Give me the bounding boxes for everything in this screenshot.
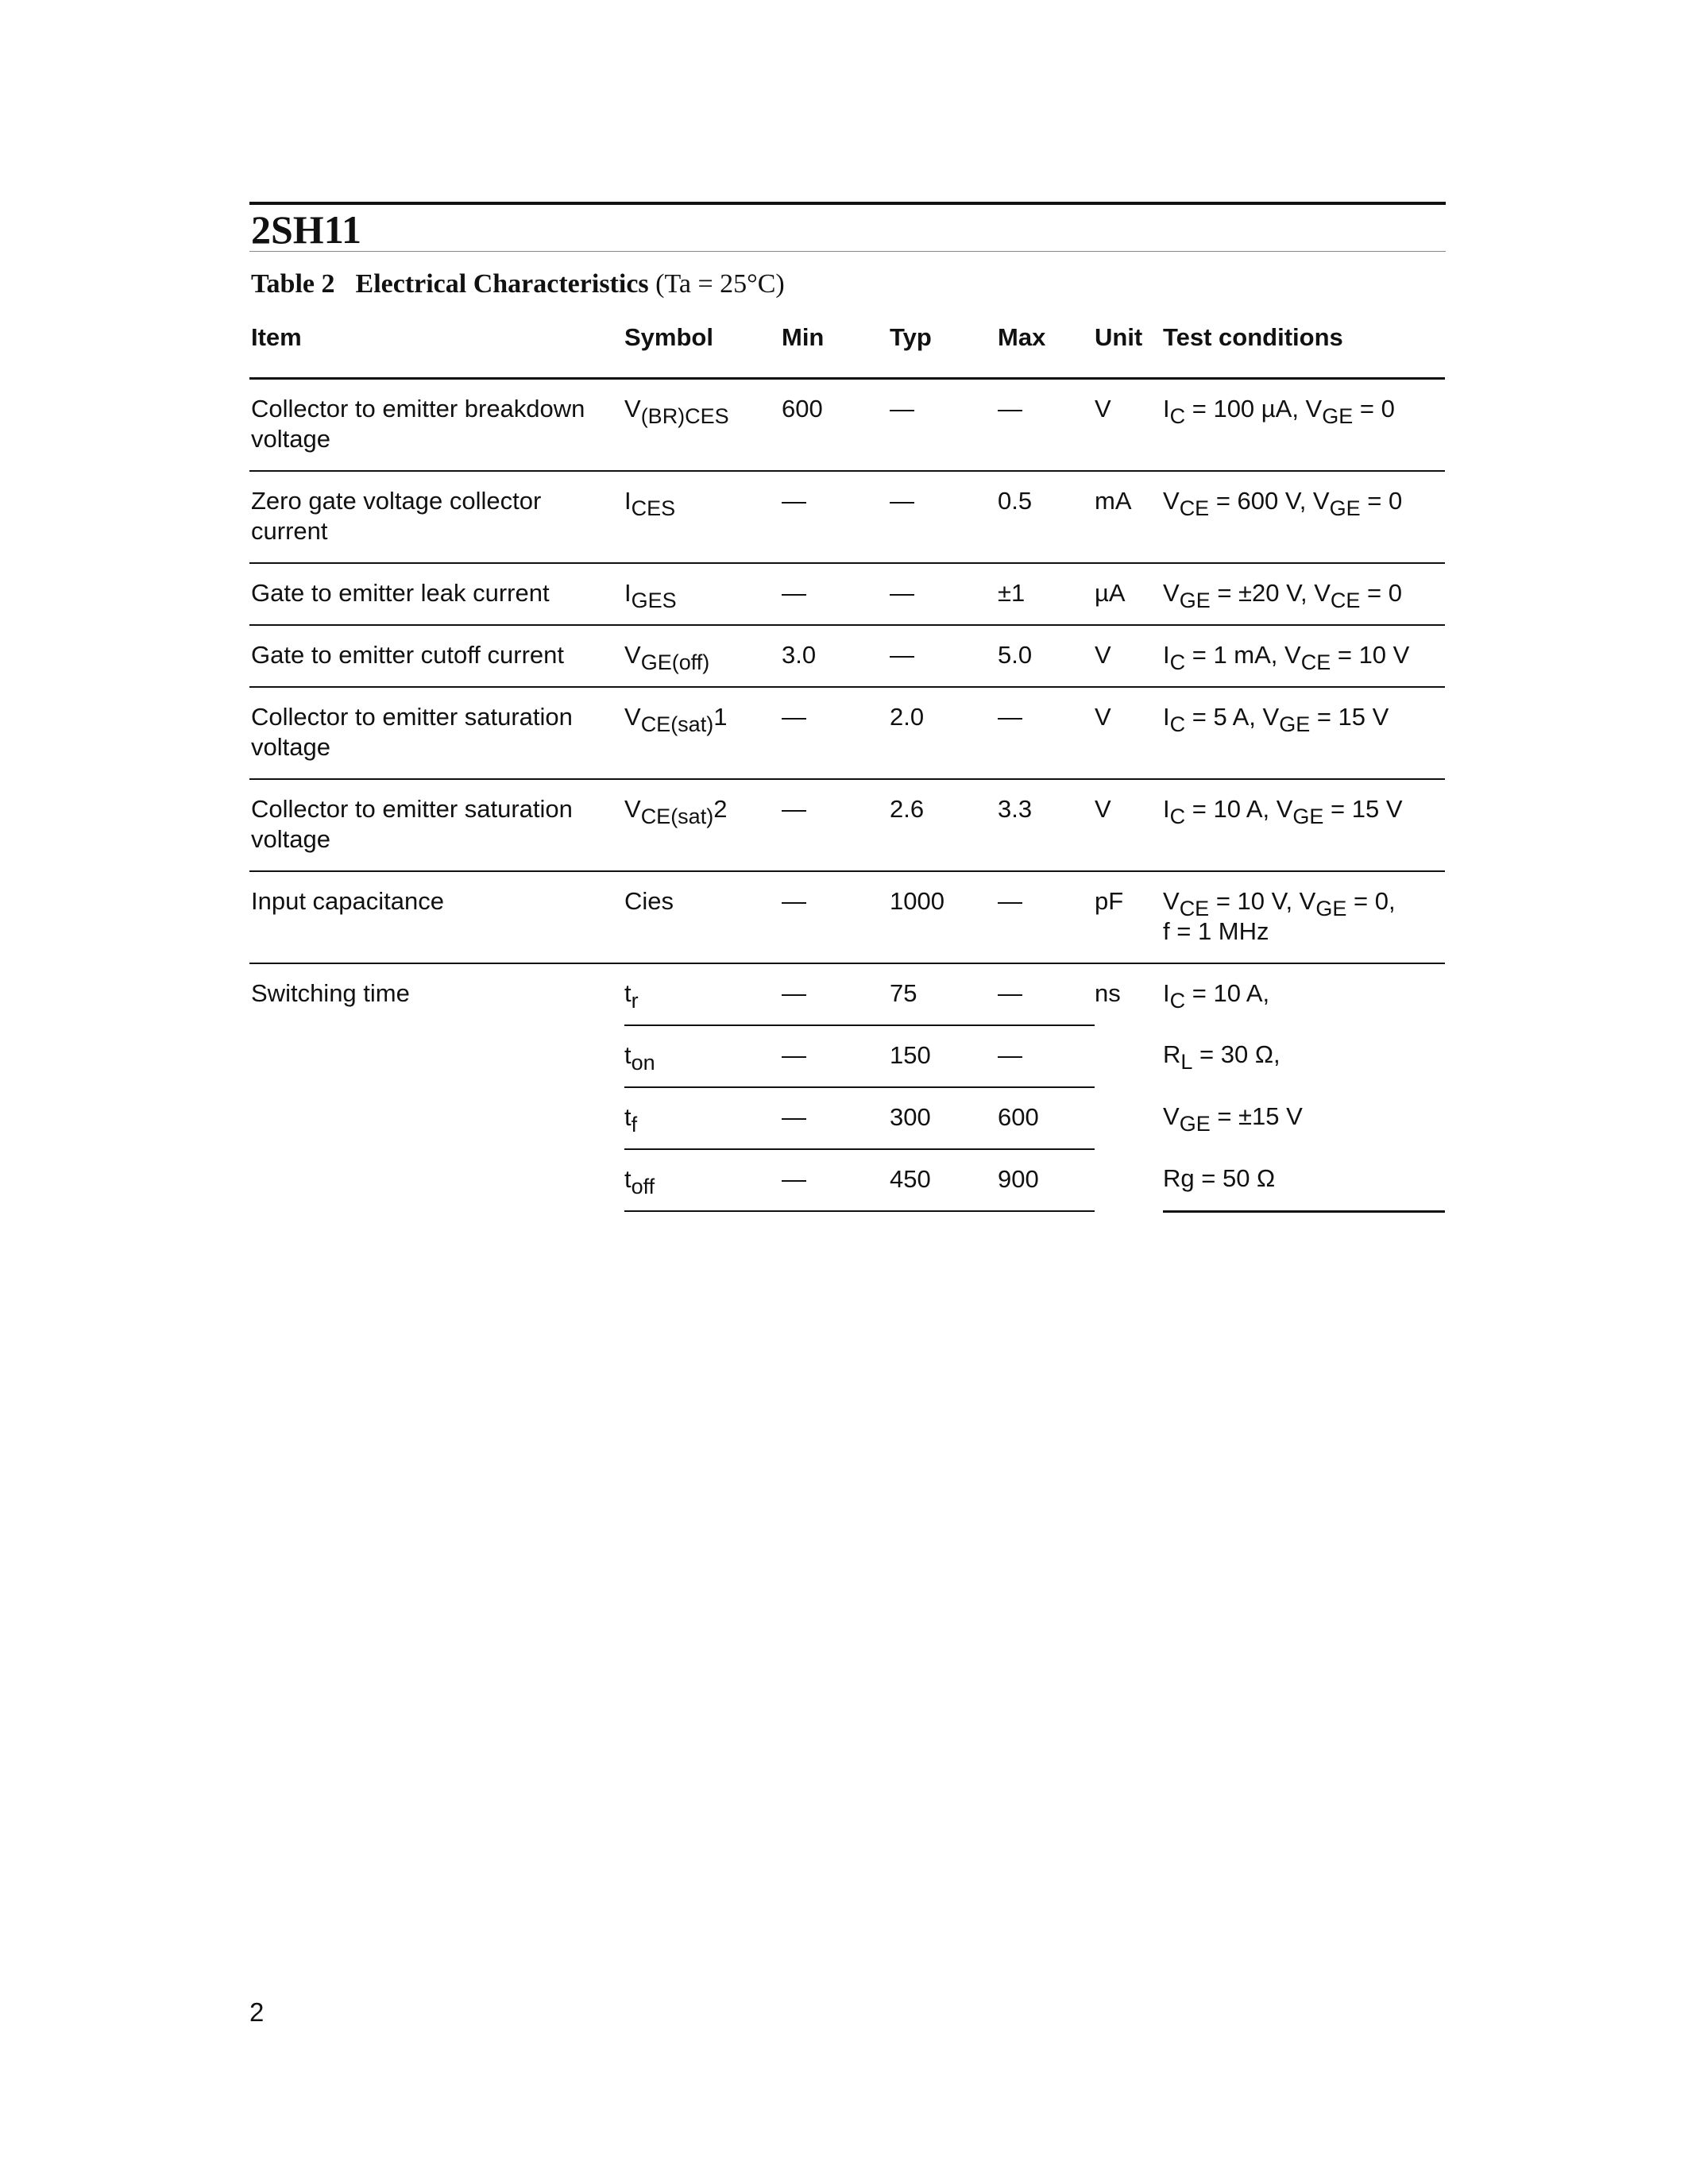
symbol-subscript: GE(off) xyxy=(640,650,710,674)
symbol-subscript: GES xyxy=(631,588,677,612)
max-cell: 900 xyxy=(998,1149,1095,1211)
max-cell: — xyxy=(998,1025,1095,1087)
table-header-row xyxy=(249,323,1445,379)
condition-text: f = 1 MHz xyxy=(1163,917,1269,945)
typ-cell: 1000 xyxy=(890,871,998,963)
min-cell: — xyxy=(782,1025,890,1087)
symbol-base: Cies xyxy=(624,887,674,915)
symbol-cell xyxy=(624,779,782,871)
table-row xyxy=(249,471,1445,563)
unit-cell: V xyxy=(1095,379,1163,472)
symbol-base: t xyxy=(624,1103,632,1131)
min-cell: — xyxy=(782,471,890,563)
min-cell: — xyxy=(782,1087,890,1149)
condition-text: = 600 V, V xyxy=(1209,487,1330,515)
condition-subscript: C xyxy=(1169,404,1186,428)
table-row xyxy=(249,871,1445,963)
condition-text: I xyxy=(1163,795,1170,823)
condition-subscript: C xyxy=(1169,650,1186,674)
symbol-base: I xyxy=(624,579,632,607)
symbol-base: t xyxy=(624,1165,632,1193)
symbol-subscript: f xyxy=(631,1113,638,1136)
symbol-cell xyxy=(624,1149,782,1211)
symbol-suffix: 2 xyxy=(713,795,728,823)
typ-cell: — xyxy=(890,625,998,687)
unit-cell: V xyxy=(1095,779,1163,871)
table-condition: (Ta = 25°C) xyxy=(655,269,785,299)
condition-text: = 100 µA, V xyxy=(1185,395,1323,423)
switching-row xyxy=(249,963,1445,1025)
condition-subscript: CE xyxy=(1300,650,1331,674)
conditions-cell xyxy=(1163,1149,1445,1211)
symbol-base: V xyxy=(624,395,641,423)
min-cell: — xyxy=(782,963,890,1025)
item-cell: Collector to emitter saturation voltage xyxy=(249,687,624,779)
condition-subscript: C xyxy=(1169,712,1186,736)
symbol-cell xyxy=(624,379,782,472)
header-test-conditions: Test conditions xyxy=(1163,323,1445,379)
condition-text: V xyxy=(1163,579,1180,607)
condition-subscript: CE xyxy=(1179,897,1210,920)
table-row xyxy=(249,563,1445,625)
table-row xyxy=(249,379,1445,472)
max-cell: 0.5 xyxy=(998,471,1095,563)
symbol-base: V xyxy=(624,795,641,823)
min-cell: 600 xyxy=(782,379,890,472)
condition-text: = 30 Ω, xyxy=(1192,1040,1280,1068)
condition-text: V xyxy=(1163,887,1180,915)
symbol-cell xyxy=(624,687,782,779)
symbol-base: V xyxy=(624,641,641,669)
condition-text: = 0, xyxy=(1346,887,1396,915)
symbol-cell xyxy=(624,563,782,625)
typ-cell: — xyxy=(890,471,998,563)
table-caption xyxy=(249,269,1446,299)
symbol-cell xyxy=(624,625,782,687)
typ-cell: 75 xyxy=(890,963,998,1025)
symbol-cell xyxy=(624,963,782,1025)
unit-cell: pF xyxy=(1095,871,1163,963)
max-cell: — xyxy=(998,687,1095,779)
condition-text: = 15 V xyxy=(1323,795,1403,823)
condition-subscript: CE xyxy=(1330,588,1361,612)
condition-subscript: C xyxy=(1169,805,1186,828)
typ-cell: 150 xyxy=(890,1025,998,1087)
header-item: Item xyxy=(249,323,624,379)
max-cell: 3.3 xyxy=(998,779,1095,871)
condition-text: I xyxy=(1163,979,1170,1007)
min-cell: — xyxy=(782,871,890,963)
condition-text: = 15 V xyxy=(1310,703,1389,731)
condition-text: = 10 V xyxy=(1331,641,1410,669)
item-cell: Switching time xyxy=(251,979,410,1007)
min-cell: — xyxy=(782,563,890,625)
page-number: 2 xyxy=(249,1997,265,2027)
max-cell: — xyxy=(998,963,1095,1025)
unit-cell: mA xyxy=(1095,471,1163,563)
table-label: Table 2 xyxy=(251,269,335,299)
table-row xyxy=(249,687,1445,779)
typ-cell: — xyxy=(890,379,998,472)
max-cell: — xyxy=(998,379,1095,472)
min-cell: — xyxy=(782,1149,890,1211)
symbol-base: V xyxy=(624,703,641,731)
symbol-suffix: 1 xyxy=(713,703,728,731)
item-cell: Zero gate voltage collector current xyxy=(249,471,624,563)
condition-text: = 0 xyxy=(1360,579,1402,607)
table-row xyxy=(249,625,1445,687)
unit-cell: ns xyxy=(1095,979,1121,1007)
condition-text: R xyxy=(1163,1040,1181,1068)
header-min: Min xyxy=(782,323,890,379)
condition-text: = ±20 V, V xyxy=(1210,579,1331,607)
conditions-cell xyxy=(1163,1025,1445,1087)
header-unit: Unit xyxy=(1095,323,1163,379)
condition-subscript: L xyxy=(1180,1050,1193,1074)
conditions-cell xyxy=(1163,687,1445,779)
condition-text: = 10 A, xyxy=(1185,979,1270,1007)
unit-cell: V xyxy=(1095,687,1163,779)
symbol-subscript: CE(sat) xyxy=(640,805,714,828)
header-typ: Typ xyxy=(890,323,998,379)
unit-cell: V xyxy=(1095,625,1163,687)
symbol-base: t xyxy=(624,979,632,1007)
typ-cell: — xyxy=(890,563,998,625)
symbol-base: t xyxy=(624,1041,632,1069)
table-title: Electrical Characteristics xyxy=(355,269,649,299)
conditions-cell xyxy=(1163,871,1445,963)
condition-subscript: GE xyxy=(1322,404,1354,428)
symbol-subscript: (BR)CES xyxy=(640,404,729,428)
condition-text: = ±15 V xyxy=(1210,1102,1303,1130)
symbol-cell xyxy=(624,871,782,963)
condition-text: V xyxy=(1163,1102,1180,1130)
condition-subscript: GE xyxy=(1179,1112,1211,1136)
condition-text: I xyxy=(1163,395,1170,423)
min-cell: — xyxy=(782,687,890,779)
table-body xyxy=(249,379,1445,1212)
item-cell: Collector to emitter saturation voltage xyxy=(249,779,624,871)
item-cell: Gate to emitter cutoff current xyxy=(249,625,624,687)
header-symbol: Symbol xyxy=(624,323,782,379)
condition-text: = 0 xyxy=(1360,487,1403,515)
condition-subscript: GE xyxy=(1315,897,1347,920)
condition-subscript: CE xyxy=(1179,496,1210,520)
symbol-subscript: CE(sat) xyxy=(640,712,714,736)
item-cell: Collector to emitter breakdown voltage xyxy=(249,379,624,472)
conditions-cell xyxy=(1163,625,1445,687)
symbol-subscript: r xyxy=(631,989,639,1013)
symbol-subscript: on xyxy=(631,1051,655,1075)
symbol-cell xyxy=(624,471,782,563)
item-cell: Input capacitance xyxy=(249,871,624,963)
conditions-cell xyxy=(1163,563,1445,625)
condition-text: = 10 A, V xyxy=(1185,795,1293,823)
condition-text: I xyxy=(1163,641,1170,669)
typ-cell: 450 xyxy=(890,1149,998,1211)
conditions-cell xyxy=(1163,963,1445,1025)
symbol-subscript: CES xyxy=(631,496,676,520)
condition-text: = 10 V, V xyxy=(1209,887,1316,915)
table-row xyxy=(249,779,1445,871)
condition-subscript: GE xyxy=(1329,496,1361,520)
condition-text: = 1 mA, V xyxy=(1185,641,1301,669)
max-cell: 600 xyxy=(998,1087,1095,1149)
conditions-cell xyxy=(1163,779,1445,871)
datasheet-page xyxy=(249,202,1446,1213)
condition-subscript: GE xyxy=(1179,588,1211,612)
condition-text: = 5 A, V xyxy=(1185,703,1280,731)
min-cell: — xyxy=(782,779,890,871)
item-cell: Gate to emitter leak current xyxy=(249,563,624,625)
symbol-subscript: off xyxy=(631,1175,655,1198)
conditions-cell xyxy=(1163,379,1445,472)
condition-text: V xyxy=(1163,487,1180,515)
max-cell: ±1 xyxy=(998,563,1095,625)
min-cell: 3.0 xyxy=(782,625,890,687)
header-max: Max xyxy=(998,323,1095,379)
max-cell: 5.0 xyxy=(998,625,1095,687)
typ-cell: 2.0 xyxy=(890,687,998,779)
unit-cell: µA xyxy=(1095,563,1163,625)
symbol-base: I xyxy=(624,487,632,515)
condition-text: Rg = 50 Ω xyxy=(1163,1164,1276,1192)
conditions-cell xyxy=(1163,471,1445,563)
symbol-cell xyxy=(624,1087,782,1149)
condition-subscript: GE xyxy=(1292,805,1324,828)
part-number-heading: 2SH11 xyxy=(249,202,1446,252)
electrical-characteristics-table xyxy=(249,323,1445,1213)
typ-cell: 2.6 xyxy=(890,779,998,871)
symbol-cell xyxy=(624,1025,782,1087)
condition-text: = 0 xyxy=(1353,395,1395,423)
condition-subscript: GE xyxy=(1279,712,1311,736)
conditions-cell xyxy=(1163,1087,1445,1149)
condition-text: I xyxy=(1163,703,1170,731)
typ-cell: 300 xyxy=(890,1087,998,1149)
condition-subscript: C xyxy=(1169,989,1186,1013)
max-cell: — xyxy=(998,871,1095,963)
